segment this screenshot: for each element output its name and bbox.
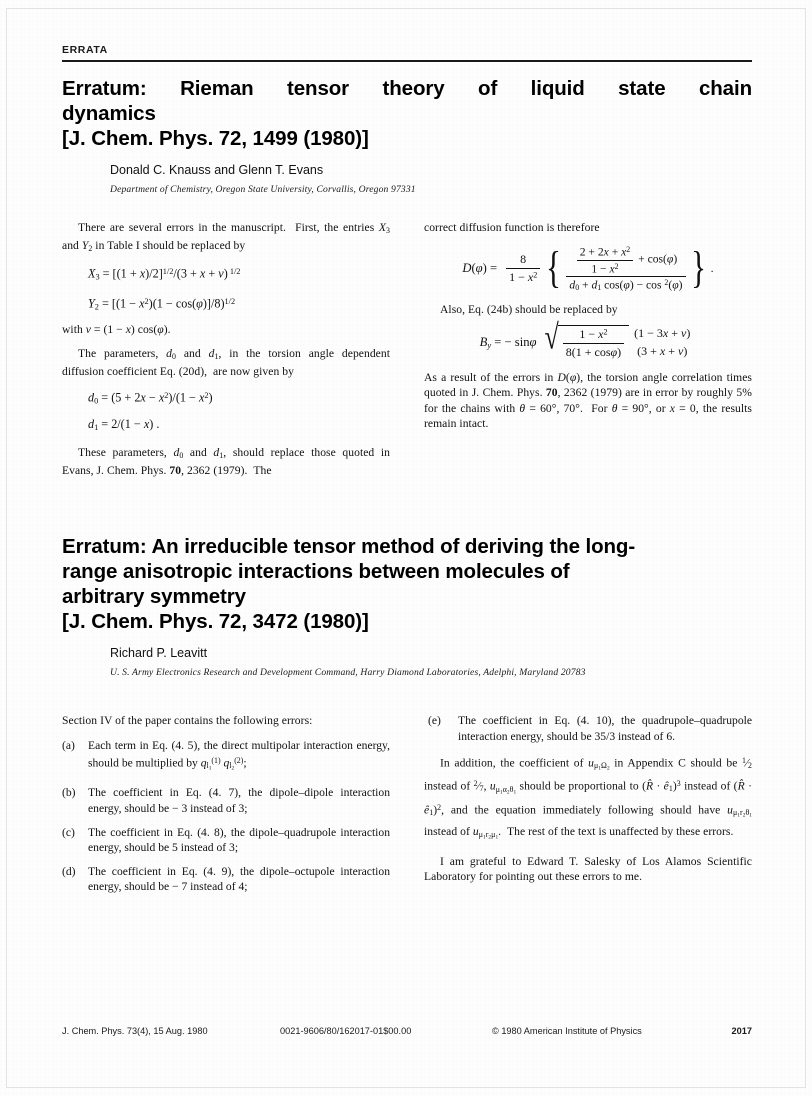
erratum-2-title-line-1: Erratum: An irreducible tensor method of deriving the long- <box>62 535 636 559</box>
footer-page-number: 2017 <box>731 1026 752 1036</box>
list-item <box>62 738 390 777</box>
list-item-marker: (a) <box>62 738 75 752</box>
equation-diffusion-function: D(φ) = $\frac{8}{1 - x^2}$ { $\frac{2 + 2x + x^2}{1 - x^2}$ + cos(φ) $d_0 + d_1$ cos(φ) − cos $^2$(φ) } . <box>462 243 714 293</box>
footer-article-code: 0021-9606/80/162017-01$00.00 <box>280 1026 412 1036</box>
list-item-marker: (e) <box>428 714 441 728</box>
erratum-1 <box>62 76 752 480</box>
list-item-text: Each term in Eq. (4. 5), the direct multipolar interaction energy, should be multiplied by $q_{l_1}^{(1)}$ $q_{l_2}^{(2)}$; <box>88 738 390 772</box>
erratum-1-right-para-2: Also, Eq. (24b) should be replaced by <box>440 303 618 317</box>
header-rule <box>62 60 752 62</box>
erratum-2-lead: Section IV of the paper contains the following errors: <box>62 714 313 728</box>
erratum-2 <box>62 534 752 903</box>
list-item <box>62 785 390 815</box>
equation-by: $B_y$ = − sinφ √ $\frac{1 - x^2}{8(1 + \cos\varphi)}$ (1 − 3x + v) (3 + x + v) <box>479 317 691 360</box>
erratum-1-para-4: These parameters, $d_0$ and $d_1$, should replace those quoted in Evans, J. Chem. Phys. 70, 2362 (1979). The <box>62 446 390 478</box>
list-item <box>62 825 390 855</box>
erratum-1-para-3: The parameters, $d_0$ and $d_1$, in the torsion angle dependent diffusion coefficient Eq. (20d), are now given by <box>62 347 390 379</box>
page-footer <box>62 1026 752 1036</box>
erratum-2-affiliation: U. S. Army Electronics Research and Development Command, Harry Diamond Laboratories, Adelphi, Maryland 20783 <box>110 667 586 679</box>
list-item-text: The coefficient in Eq. (4. 8), the dipole–quadrupole interaction energy, should be 5 instead of 3; <box>88 825 390 855</box>
list-item <box>424 713 752 743</box>
equation-y2: $Y_2 = [(1 - x^2)(1 - \cos(\varphi)]/8)^{1/2}$ <box>88 296 236 312</box>
erratum-2-columns <box>62 713 752 903</box>
list-item-text: The coefficient in Eq. (4. 7), the dipole–dipole interaction energy, should be − 3 instead of 3; <box>88 786 390 815</box>
list-item-marker: (b) <box>62 786 76 800</box>
page-content <box>62 44 752 904</box>
erratum-2-right-para-2: I am grateful to Edward T. Salesky of Los Alamos Scientific Laboratory for pointing out these errors to me. <box>424 855 752 884</box>
erratum-1-para-2: with v = (1 − x) cos(φ). <box>62 323 171 337</box>
erratum-1-title-line-3: [J. Chem. Phys. 72, 1499 (1980)] <box>62 127 369 150</box>
erratum-2-right-para-1: In addition, the coefficient of $u_{\mu_1\Omega_2}$ in Appendix C should be $^1⁄_2$ instead of $^2⁄_7$, $u_{\mu_1\alpha_2\theta_1}$ should be proportional to (R̂ · $ê_1)^3$ instead of (R̂ · $ê_1)^2$, and the equation immediately following should have $u_{\mu_1r_2\theta_1}$ instead of $u_{\mu_1r_2\mu_1}$. The rest of the text is unaffected by these errors. <box>424 755 752 840</box>
erratum-1-right-para-3: As a result of the errors in D(φ), the torsion angle correlation times quoted in J. Chem. Phys. 70, 2362 (1979) are in error by roughly 5% for the chains with θ = 60°, 70°. For θ = 90°, or x = 0, the results remain intact. <box>424 371 752 430</box>
erratum-1-right-column <box>424 220 752 480</box>
erratum-2-error-list <box>62 738 390 895</box>
erratum-1-para-1: There are several errors in the manuscript. First, the entries $X_3$ and $Y_2$ in Table I should be replaced by <box>62 221 390 253</box>
list-item-marker: (d) <box>62 865 76 879</box>
erratum-2-left-column <box>62 713 390 903</box>
equation-x3: $X_3 = [(1 + x)/2]^{1/2}/(3 + x + v)$ $^{1/2}$ <box>88 266 241 282</box>
erratum-2-right-column <box>424 713 752 903</box>
running-head: ERRATA <box>62 44 108 56</box>
list-item-marker: (c) <box>62 825 75 839</box>
erratum-1-title-line-2: dynamics <box>62 102 156 125</box>
erratum-1-right-para-1: correct diffusion function is therefore <box>424 221 600 234</box>
list-item-text: The coefficient in Eq. (4. 10), the quadrupole–quadrupole interaction energy, should be 35/3 instead of 6. <box>458 714 752 743</box>
erratum-2-authors: Richard P. Leavitt <box>110 646 208 661</box>
erratum-2-title <box>62 534 752 634</box>
section-spacer <box>62 480 752 534</box>
erratum-2-title-line-3: arbitrary symmetry <box>62 585 246 609</box>
erratum-2-error-list-right <box>424 713 752 743</box>
erratum-2-title-line-2: range anisotropic interactions between molecules of <box>62 560 570 584</box>
list-item <box>62 864 390 894</box>
erratum-1-columns <box>62 220 752 480</box>
erratum-1-left-column <box>62 220 390 480</box>
erratum-1-authors: Donald C. Knauss and Glenn T. Evans <box>110 163 324 177</box>
equation-d0: $d_0 = (5 + 2x - x^2)/(1 - x^2)$ <box>88 390 213 406</box>
erratum-1-title <box>62 76 752 151</box>
footer-journal-ref: J. Chem. Phys. 73(4), 15 Aug. 1980 <box>62 1026 208 1036</box>
equation-d1: $d_1 = 2/(1 - x)$ . <box>88 417 160 433</box>
footer-copyright: © 1980 American Institute of Physics <box>492 1026 642 1036</box>
list-item-text: The coefficient in Eq. (4. 9), the dipole–octupole interaction energy, should be − 7 instead of 4; <box>88 865 390 894</box>
erratum-1-affiliation: Department of Chemistry, Oregon State University, Corvallis, Oregon 97331 <box>110 184 416 195</box>
erratum-1-title-line-1: Erratum: Rieman tensor theory of liquid state chain <box>62 77 752 100</box>
erratum-2-title-line-4: [J. Chem. Phys. 72, 3472 (1980)] <box>62 610 369 634</box>
